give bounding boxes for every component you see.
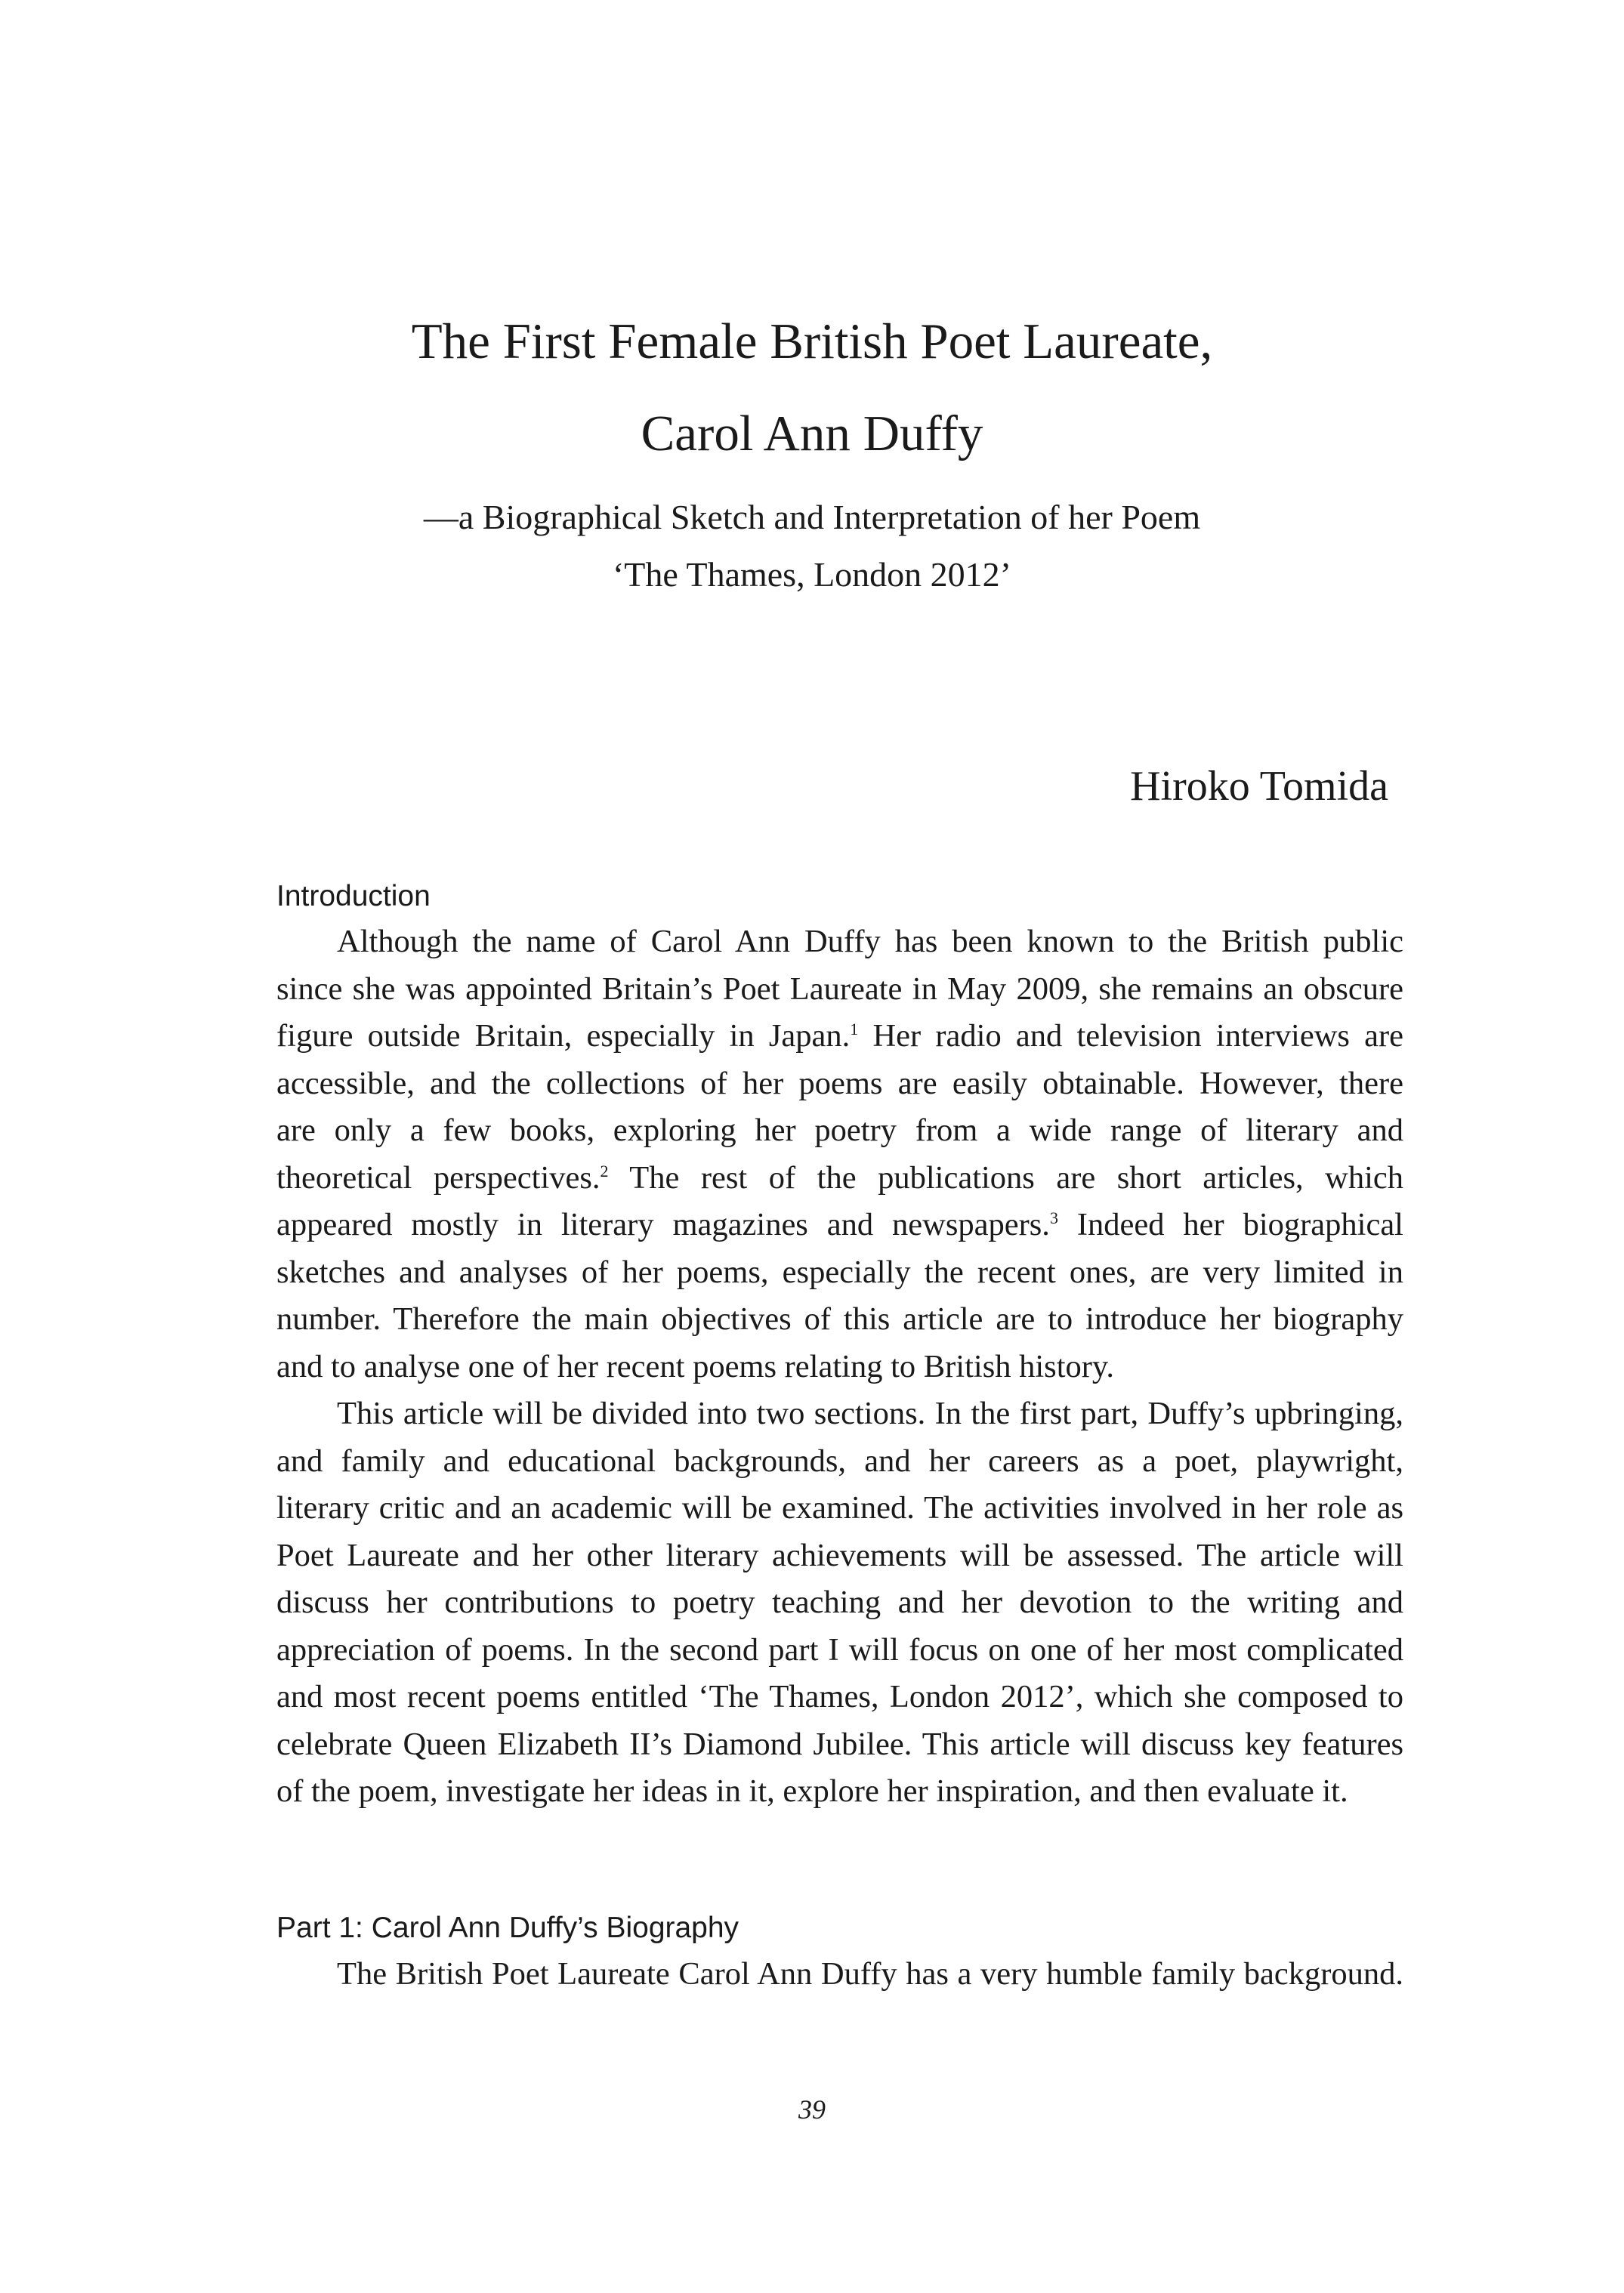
text-line: appeared mostly in literary magazines and newspapers.$^3$ Indeed her biographical (276, 1207, 1403, 1242)
introduction-paragraph-2 (276, 1390, 1403, 1816)
text-line: number. Therefore the main objectives of this article are to introduce her biography (276, 1301, 1403, 1337)
part1-paragraph-1 (276, 1951, 1403, 1998)
text-line: figure outside Britain, especially in Japan.$^1$ Her radio and television interviews are (276, 1018, 1403, 1054)
text-line: Although the name of Carol Ann Duffy has been known to the British public (337, 924, 1403, 959)
footnote-marker: 3 (1049, 1208, 1058, 1227)
text-line: and family and educational backgrounds, and her careers as a poet, playwright, (276, 1443, 1403, 1479)
text-line: are only a few books, exploring her poetry from a wide range of literary and (276, 1113, 1403, 1148)
text-line: sketches and analyses of her poems, especially the recent ones, are very limited in (276, 1254, 1403, 1290)
text-line: and to analyse one of her recent poems relating to British history. (276, 1348, 1115, 1384)
title-line-2: Carol Ann Duffy (641, 406, 983, 461)
text-line: Poet Laureate and her other literary achievements will be assessed. The article will (276, 1537, 1403, 1573)
title-line-1: The First Female British Poet Laureate, (411, 313, 1213, 369)
subtitle-line-2: ‘The Thames, London 2012’ (612, 555, 1012, 594)
subtitle-line-1: —a Biographical Sketch and Interpretation of her Poem (423, 498, 1201, 536)
text-line: This article will be divided into two sections. In the first part, Duffy’s upbringing, (337, 1396, 1403, 1431)
section-heading-part-1: Part 1: Carol Ann Duffy’s Biography (276, 1912, 739, 1944)
section-heading-introduction: Introduction (276, 880, 431, 912)
footnote-marker: 1 (850, 1019, 859, 1038)
page-number: 39 (798, 2094, 826, 2125)
introduction-paragraph-1 (276, 918, 1403, 1390)
text-line: celebrate Queen Elizabeth II’s Diamond Jubilee. This article will discuss key features (276, 1726, 1403, 1762)
text-line: since she was appointed Britain’s Poet Laureate in May 2009, she remains an obscure (276, 971, 1403, 1007)
text-line: discuss her contributions to poetry teaching and her devotion to the writing and (276, 1585, 1403, 1620)
text-line: The British Poet Laureate Carol Ann Duffy has a very humble family background. (337, 1956, 1403, 1992)
footnote-marker: 2 (600, 1161, 609, 1180)
text-line: of the poem, investigate her ideas in it, explore her inspiration, and then evaluate it. (276, 1773, 1348, 1809)
text-line: accessible, and the collections of her poems are easily obtainable. However, there (276, 1065, 1403, 1101)
text-line: literary critic and an academic will be examined. The activities involved in her role as (276, 1490, 1403, 1526)
author-name: Hiroko Tomida (1130, 763, 1388, 810)
text-line: and most recent poems entitled ‘The Thames, London 2012’, which she composed to (276, 1679, 1403, 1714)
text-line: theoretical perspectives.$^2$ The rest of the publications are short articles, which (276, 1159, 1403, 1196)
text-line: appreciation of poems. In the second part I will focus on one of her most complicated (276, 1631, 1403, 1668)
